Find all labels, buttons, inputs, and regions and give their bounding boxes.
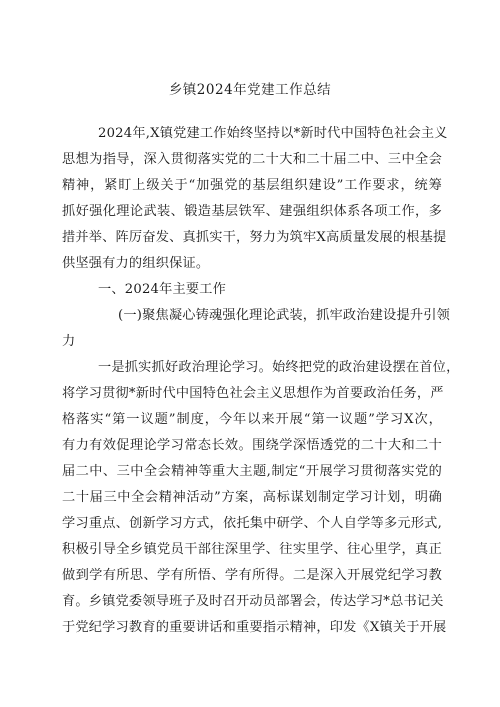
paragraph-line: 格落实“第一议题”制度，今年以来开展“第一议题”学习X次， (62, 412, 442, 427)
paragraph-line: 抓好强化理论武装、锻造基层铁军、建强组织体系各项工作，多 (62, 204, 442, 219)
paragraph-line: 学习重点、创新学习方式，依托集中研学、个人自学等多元形式, (62, 516, 442, 531)
paragraph-line: 精神，紧盯上级关于“加强党的基层组织建设”工作要求，统筹 (62, 178, 442, 193)
paragraph-line: 2024年,X镇党建工作始终坚持以*新时代中国特色社会主义 (98, 126, 448, 141)
paragraph-line: 届二中、三中全会精神等重大主题,制定“开展学习贯彻落实党的 (62, 464, 442, 479)
paragraph-line: 积极引导全乡镇党员干部往深里学、往实里学、往心里学，真正 (62, 542, 442, 557)
paragraph-line: 二十届三中全会精神活动”方案，高标谋划制定学习计划，明确 (62, 490, 442, 505)
paragraph-line: 供坚强有力的组织保证。 (62, 256, 210, 271)
subsection-heading-cont: 力 (62, 334, 76, 349)
document-title: 乡镇2024年党建工作总结 (168, 82, 332, 98)
paragraph-line: 一是抓实抓好政治理论学习。始终把党的政治建设摆在首位， (98, 360, 460, 375)
paragraph-line: 有力有效促理论学习常态长效。围绕学深悟透党的二十大和二十 (62, 438, 442, 453)
paragraph-line: 于党纪学习教育的重要讲话和重要指示精神，印发《X镇关于开展 (62, 620, 447, 635)
paragraph-line: 做到学有所思、学有所悟、学有所得。二是深入开展党纪学习教 (62, 568, 442, 583)
paragraph-line: 育。乡镇党委领导班子及时召开动员部署会，传达学习*总书记关 (62, 594, 444, 609)
section-heading: 一、2024年主要工作 (98, 282, 227, 297)
paragraph-line: 措并举、阵厉奋发、真抓实干，努力为筑牢X高质量发展的根基提 (62, 230, 447, 245)
subsection-heading: (一)聚焦凝心铸魂强化理论武装，抓牢政治建设提升引领 (118, 308, 450, 323)
paragraph-line: 思想为指导，深入贯彻落实党的二十大和二十届二中、三中全会 (62, 152, 442, 167)
paragraph-line: 将学习贯彻*新时代中国特色社会主义思想作为首要政治任务，严 (62, 386, 444, 401)
